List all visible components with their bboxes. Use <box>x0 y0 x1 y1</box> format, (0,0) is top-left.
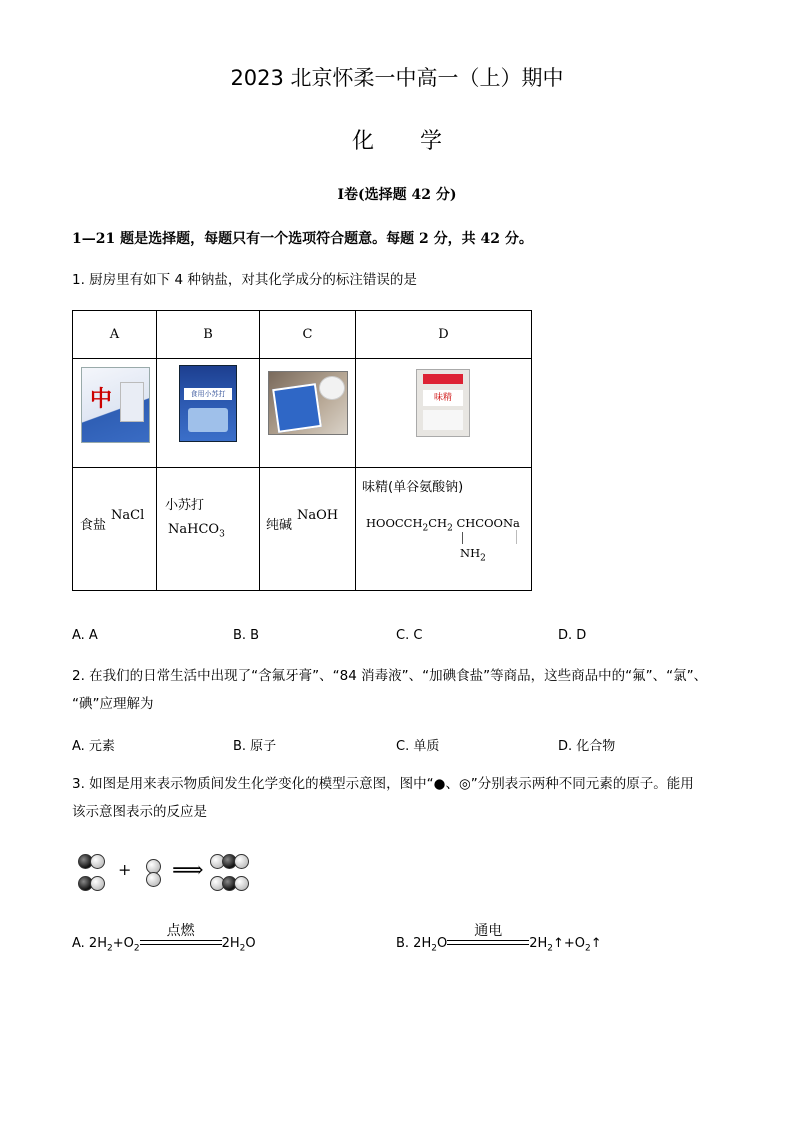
q3-option-a[interactable]: A. $2H_2+O_2$ 点燃 $2H_2O$ <box>72 922 256 954</box>
column-header-a: A <box>73 311 157 359</box>
cell-d-bond-line <box>462 532 463 544</box>
cell-c-name: 纯碱 <box>266 518 293 533</box>
cell-c-formula: NaOH <box>297 508 339 523</box>
cell-d-divider <box>516 530 517 544</box>
column-header-c: C <box>260 311 356 359</box>
light-atom-icon <box>234 876 249 891</box>
msg-label: 味精 <box>423 390 463 406</box>
cell-a-name: 食盐 <box>80 518 107 533</box>
column-header-d: D <box>356 311 532 359</box>
arrow-icon: ⟹ <box>172 858 204 883</box>
image-cell-b <box>157 359 260 468</box>
baking-soda-label: 食用小苏打 <box>184 388 232 400</box>
subject-title: 化学 <box>351 129 488 154</box>
cell-a <box>73 468 157 591</box>
q1-option-a[interactable]: A. A <box>72 628 98 643</box>
q2-option-a[interactable]: A. 元素 <box>72 739 115 754</box>
question-2-stem-line1: 2. 在我们的日常生活中出现了“含氟牙膏”、“84 消毒液”、“加碘食盐”等商品，这些商品中的“氟”、“氯”、 <box>72 668 708 684</box>
cell-b-name: 小苏打 <box>165 498 205 513</box>
image-cell-a <box>73 359 157 468</box>
q2-option-b[interactable]: B. 原子 <box>233 739 277 754</box>
cell-b <box>157 468 260 591</box>
cell-d-formula: $HOOCCH_2CH_2$ CHCOONa <box>366 516 520 534</box>
cell-c <box>260 468 356 591</box>
q2-option-c[interactable]: C. 单质 <box>396 739 440 754</box>
image-cell-d <box>356 359 532 468</box>
cell-a-formula: NaCl <box>111 508 145 523</box>
image-cell-c <box>260 359 356 468</box>
q1-option-c[interactable]: C. C <box>396 628 423 643</box>
msg-package-image <box>416 369 470 437</box>
reaction-model-diagram <box>76 850 256 896</box>
cell-b-formula: NaHCO$_3$ <box>168 522 225 540</box>
cell-d <box>356 468 532 591</box>
q3-option-b[interactable]: B. $2H_2O$ 通电 $2H_2↑+O_2↑$ <box>396 922 602 954</box>
condition-equals-sign: 点燃 <box>140 938 222 950</box>
q1-option-b[interactable]: B. B <box>233 628 260 643</box>
column-header-b: B <box>157 311 260 359</box>
question-1-table <box>72 310 532 591</box>
q1-option-d[interactable]: D. D <box>558 628 587 643</box>
cell-d-name: 味精(单谷氨酸钠) <box>362 480 464 495</box>
plus-sign: + <box>118 860 132 879</box>
part-heading: I卷(选择题 42 分) <box>337 187 457 203</box>
salt-logo-text: 中 <box>90 387 113 412</box>
salt-package-image <box>81 367 150 443</box>
question-1-stem: 1. 厨房里有如下 4 种钠盐，对其化学成分的标注错误的是 <box>72 272 417 288</box>
page-title: 2023 北京怀柔一中高一（上）期中 <box>230 66 564 90</box>
question-3-stem-line2: 该示意图表示的反应是 <box>72 804 207 820</box>
question-3-stem-line1: 3. 如图是用来表示物质间发生化学变化的模型示意图，图中“●、◎”分别表示两种不同元素的原子。能用 <box>72 776 694 792</box>
question-2-stem-line2: “碘”应理解为 <box>72 696 154 712</box>
light-atom-icon <box>234 854 249 869</box>
q2-option-d[interactable]: D. 化合物 <box>558 739 616 754</box>
baking-soda-package-image <box>179 365 237 442</box>
condition-equals-sign: 通电 <box>447 938 529 950</box>
light-atom-icon <box>90 854 105 869</box>
soda-ash-package-image <box>268 371 348 435</box>
cell-d-branch: $NH_2$ <box>460 546 486 564</box>
light-atom-icon <box>90 876 105 891</box>
light-atom-icon <box>146 872 161 887</box>
instructions: 1—21 题是选择题，每题只有一个选项符合题意。每题 2 分，共 42 分。 <box>72 231 533 247</box>
